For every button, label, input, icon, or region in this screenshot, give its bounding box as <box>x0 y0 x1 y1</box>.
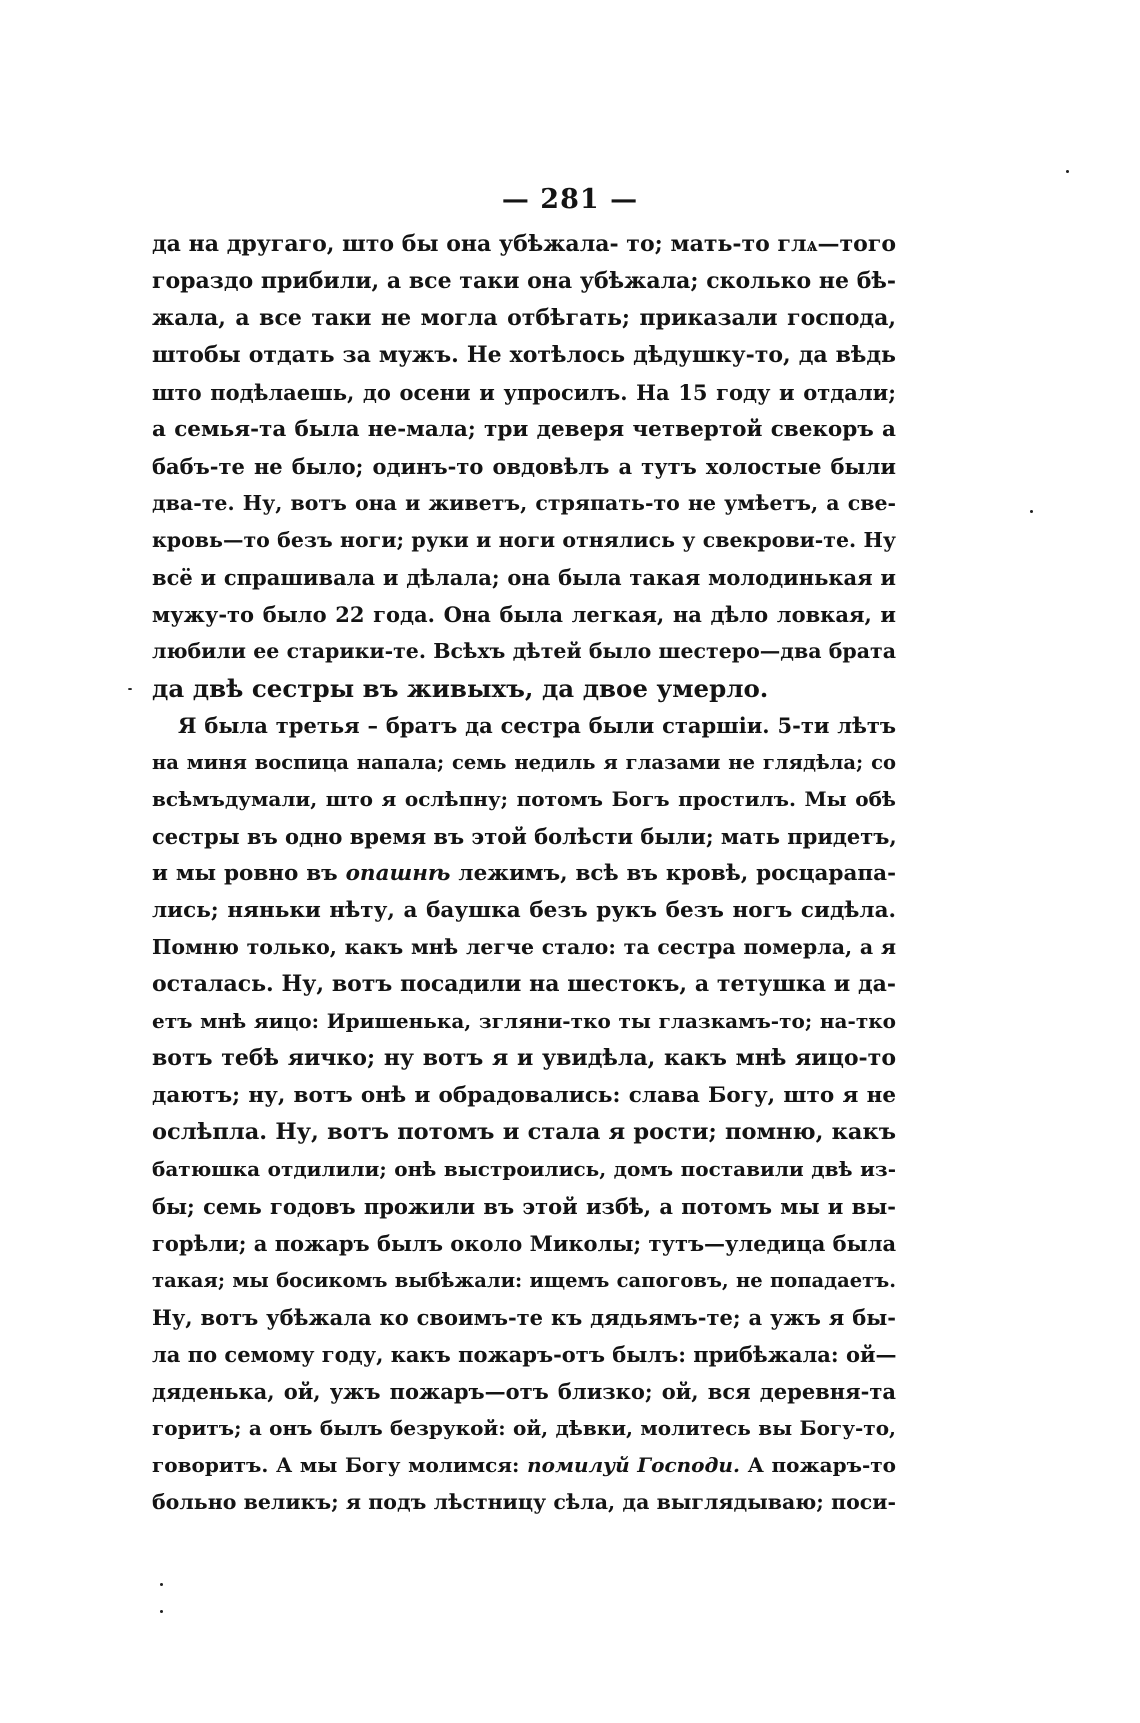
text-segment: говоритъ. А мы Богу молимся: <box>152 1453 520 1477</box>
text-line: осталась. Ну, вотъ посадили на шестокъ, а тетушка и да- <box>152 971 896 997</box>
text-line: бы; семь годовъ прожили въ этой избѣ, а потомъ мы и вы- <box>152 1194 896 1219</box>
text-line: што подѣлаешь, до осени и упросилъ. На 15 году и отдали; <box>152 380 896 405</box>
text-line-mixed <box>152 1447 896 1484</box>
text-line: Помню только, какъ мнѣ легче стало: та сестра померла, а я <box>152 935 896 959</box>
text-line: горѣли; а пожаръ былъ около Миколы; тутъ—уледица была <box>152 1231 897 1256</box>
page-number: — 281 — <box>501 184 639 215</box>
text-line: штобы отдать за мужъ. Не хотѣлось дѣдушку-то, да вѣдь <box>152 342 896 368</box>
text-line: два-те. Ну, вотъ она и живетъ, стряпать-то не умѣетъ, а све- <box>152 491 896 515</box>
text-line: гораздо прибили, а все таки она убѣжала; сколько не бѣ- <box>152 268 896 294</box>
text-line: даютъ; ну, вотъ онѣ и обрадовались: слава Богу, што я не <box>152 1083 896 1108</box>
text-line: кровь—то безъ ноги; руки и ноги отнялись у свекрови-те. Ну <box>152 528 896 552</box>
text-line: больно великъ; я подъ лѣстницу сѣла, да выглядываю; поси- <box>152 1490 896 1514</box>
scan-speck <box>128 688 132 690</box>
text-line-mixed <box>152 855 896 892</box>
text-segment: лежимъ, всѣ въ кровѣ, росцарапа- <box>458 861 896 886</box>
text-line: горитъ; а онъ былъ безрукой: ой, дѣвки, молитесь вы Богу-то, <box>152 1416 896 1440</box>
body-text <box>152 226 896 1521</box>
text-line: батюшка отдилили; онѣ выстроились, домъ поставили двѣ из- <box>152 1157 896 1181</box>
scan-speck <box>1066 170 1069 173</box>
paragraph-start-line: Я была третья – братъ да сестра были старшіи. 5-ти лѣтъ <box>178 713 896 738</box>
paragraph-end-line: да двѣ сестры въ живыхъ, да двое умерло. <box>152 674 769 703</box>
text-segment: А пожаръ-то <box>747 1453 896 1477</box>
italic-word: опашнѣ <box>345 861 451 886</box>
text-line: етъ мнѣ яицо: Иришенька, згляни-тко ты глазкамъ-то; на-тко <box>152 1009 896 1033</box>
text-line: мужу-то было 22 года. Она была легкая, на дѣло ловкая, и <box>152 602 896 627</box>
scan-speck <box>160 1583 163 1586</box>
text-line: вотъ тебѣ яичко; ну вотъ я и увидѣла, какъ мнѣ яицо-то <box>152 1045 896 1071</box>
scan-speck <box>1030 510 1033 513</box>
text-line: дяденька, ой, ужъ пожаръ—отъ близко; ой, вся деревня-та <box>152 1379 896 1404</box>
text-line: на миня воспица напала; семь недиль я глазами не глядѣла; со <box>152 751 896 774</box>
scan-speck <box>160 1610 163 1613</box>
text-line: да на другаго, што бы она убѣжала- то; мать-то глѧ—того <box>152 231 896 257</box>
text-segment: и мы ровно въ <box>152 861 338 886</box>
text-line: всѣмъдумали, што я ослѣпну; потомъ Богъ простилъ. Мы обѣ <box>152 787 896 811</box>
italic-phrase: помилуй Господи. <box>527 1453 740 1477</box>
text-line: лись; няньки нѣту, а баушка безъ рукъ безъ ногъ сидѣла. <box>152 898 896 923</box>
text-line: такая; мы босикомъ выбѣжали: ищемъ сапоговъ, не попадаетъ. <box>152 1269 896 1292</box>
text-line: любили ее старики-те. Всѣхъ дѣтей было шестеро—два брата <box>152 639 896 663</box>
text-line: ослѣпла. Ну, вотъ потомъ и стала я рости; помню, какъ <box>152 1119 896 1145</box>
text-line: сестры въ одно время въ этой болѣсти были; мать придетъ, <box>152 824 897 849</box>
text-line: а семья-та была не-мала; три деверя четвертой свекоръ а <box>152 417 896 442</box>
text-line: ла по семому году, какъ пожаръ-отъ былъ: прибѣжала: ой— <box>152 1342 897 1367</box>
text-line: бабъ-те не было; одинъ-то овдовѣлъ а тутъ холостые были <box>152 454 896 479</box>
text-line: жала, а все таки не могла отбѣгать; приказали господа, <box>152 305 896 331</box>
text-line: всё и спрашивала и дѣлала; она была такая молодинькая и <box>152 565 896 590</box>
text-line: Ну, вотъ убѣжала ко своимъ-те къ дядьямъ-те; а ужъ я бы- <box>152 1305 896 1330</box>
